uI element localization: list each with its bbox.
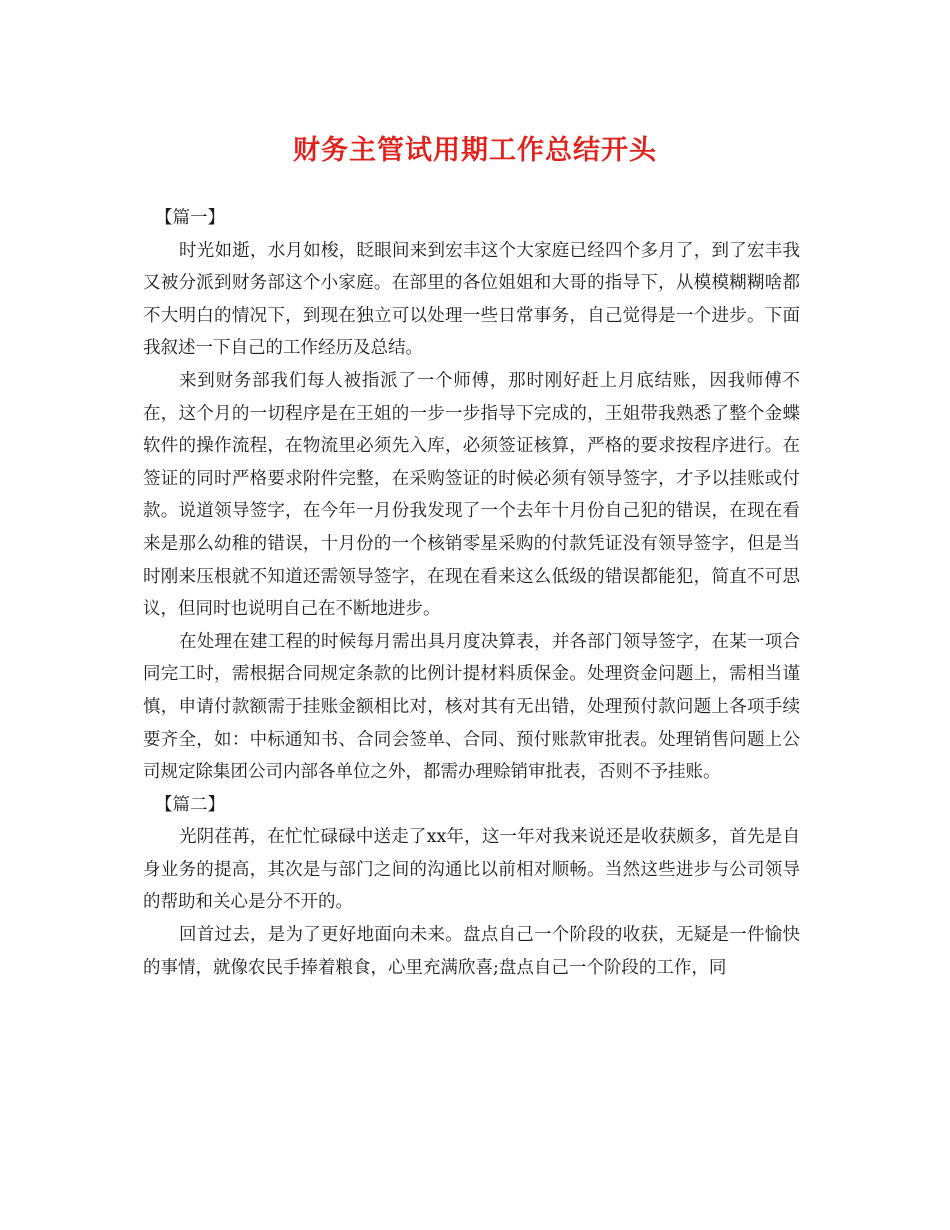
paragraph: 光阴荏苒，在忙忙碌碌中送走了xx年，这一年对我来说还是收获颇多，首先是自身业务的提高，其次是与部门之间的沟通比以前相对顺畅。当然这些进步与公司领导的帮助和关心是分不开的。 [143, 827, 800, 913]
section-heading-1: 【篇一】 [155, 208, 225, 228]
section-heading-2: 【篇二】 [155, 794, 225, 815]
document-body [143, 202, 800, 984]
paragraph: 来到财务部我们每人被指派了一个师傅，那时刚好赶上月底结账，因我师傅不在，这个月的一切程序是在王姐的一步一步指导下完成的，王姐带我熟悉了整个金蝶软件的操作流程，在物流里必须先入库，必须签证核算，严格的要求按程序进行。在签证的同时严格要求附件完整，在采购签证的时候必须有领导签字，才予以挂账或付款。说道领导签字，在今年一月份我发现了一个去年十月份自己犯的错误，在现在看来是那么幼稚的错误，十月份的一个核销零星采购的付款凭证没有领导签字，但是当时刚来压根就不知道还需领导签字，在现在看来这么低级的错误都能犯，简直不可思议，但同时也说明自己在不断地进步。 [143, 370, 800, 620]
paragraph: 在处理在建工程的时候每月需出具月度决算表，并各部门领导签字，在某一项合同完工时，需根据合同规定条款的比例计提材料质保金。处理资金问题上，需相当谨慎，申请付款额需于挂账金额相比对，核对其有无出错，处理预付款问题上各项手续要齐全，如：中标通知书、合同会签单、合同、预付账款审批表。处理销售问题上公司规定除集团公司内部各单位之外，都需办理赊销审批表，否则不予挂账。 [143, 631, 800, 783]
paragraph: 时光如逝，水月如梭，眨眼间来到宏丰这个大家庭已经四个多月了，到了宏丰我又被分派到财务部这个小家庭。在部里的各位姐姐和大哥的指导下，从模模糊糊啥都不大明白的情况下，到现在独立可以处理一些日常事务，自己觉得是一个进步。下面我叙述一下自己的工作经历及总结。 [143, 240, 800, 359]
paragraph: 回首过去，是为了更好地面向未来。盘点自己一个阶段的收获，无疑是一件愉快的事情，就像农民手捧着粮食，心里充满欣喜;盘点自己一个阶段的工作，同 [143, 925, 800, 978]
document-title: 财务主管试用期工作总结开头 [293, 135, 657, 166]
